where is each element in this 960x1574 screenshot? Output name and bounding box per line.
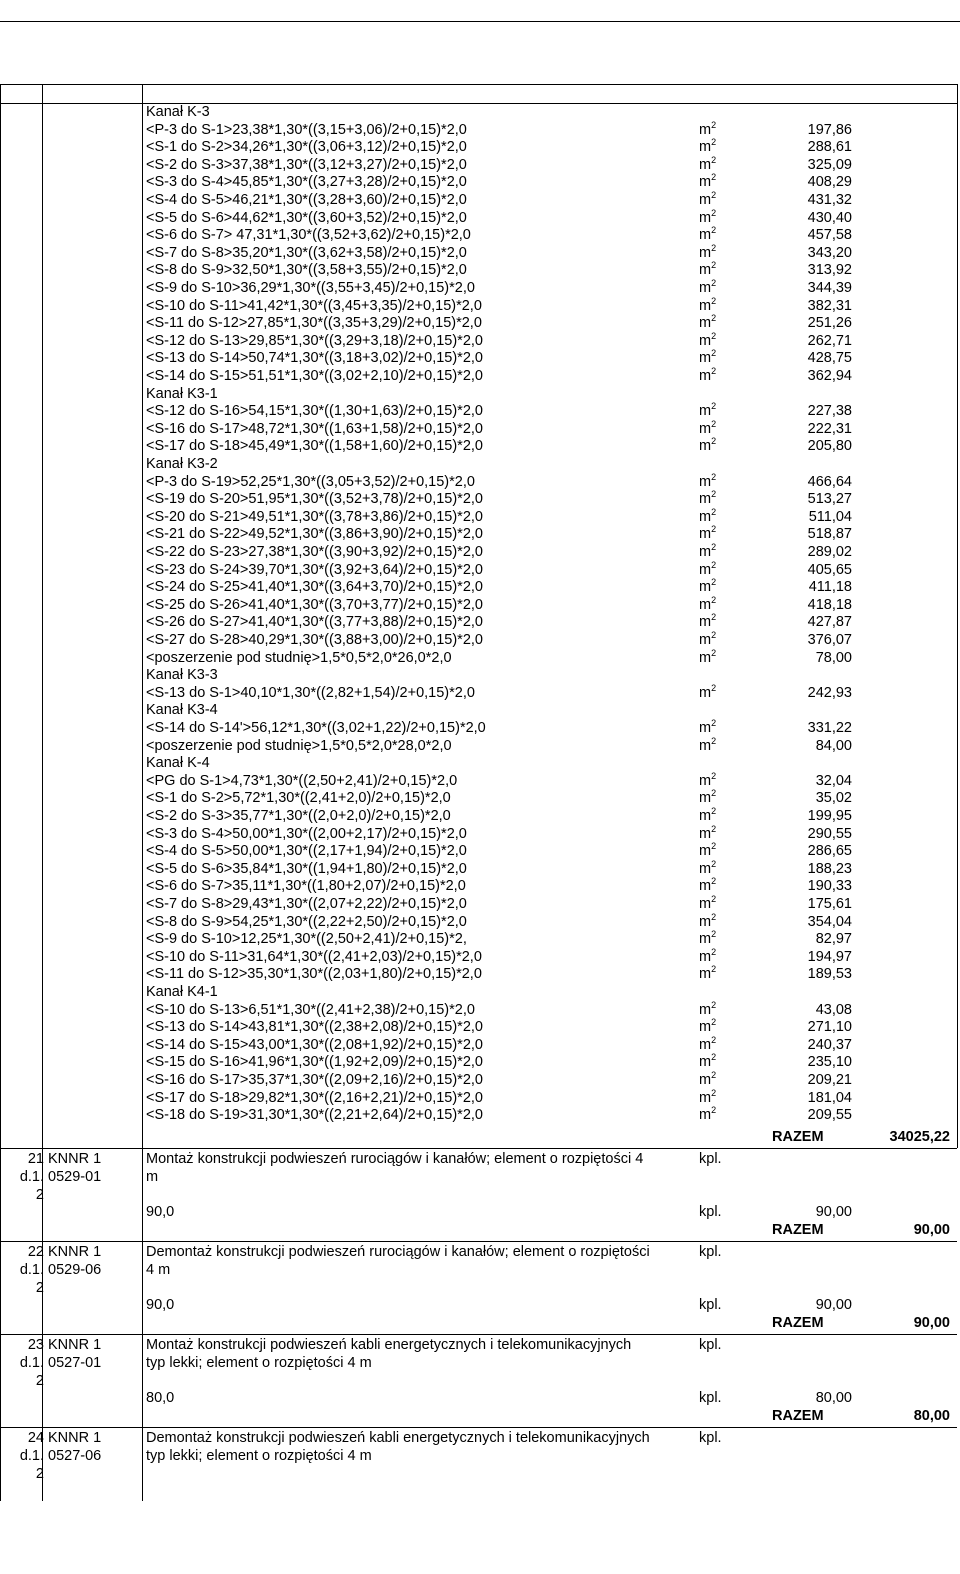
table-rule	[42, 1241, 43, 1334]
partial-value: 235,10	[807, 1054, 852, 1071]
calculation-text: <S-14 do S-15>43,00*1,30*((2,08+1,92)/2+0,15)*2,0	[146, 1036, 483, 1053]
partial-value: 181,04	[807, 1089, 852, 1106]
partial-value: 194,97	[807, 948, 852, 965]
unit-superscript: 2	[711, 418, 717, 429]
unit-superscript: 2	[711, 348, 717, 359]
calculation-text: <S-8 do S-9>32,50*1,30*((3,58+3,55)/2+0,15)*2,0	[146, 262, 467, 279]
unit-superscript: 2	[711, 559, 717, 570]
partial-value: 222,31	[807, 420, 852, 437]
quantity-value: 90,00	[815, 1296, 852, 1313]
unit-label: $m^2$	[699, 418, 717, 437]
quantity-formula: 80,0	[146, 1389, 175, 1406]
unit-label: $m^2$	[699, 119, 717, 138]
table-rule	[0, 84, 957, 85]
calculation-text: <S-25 do S-26>41,40*1,30*((3,70+3,77)/2+0,15)*2,0	[146, 596, 483, 613]
table-rule	[0, 1241, 957, 1242]
table-rule	[0, 1334, 1, 1427]
calculation-text: Kanał K3-3	[146, 667, 218, 684]
partial-value: 205,80	[807, 438, 852, 455]
unit-label: $m^2$	[699, 1070, 717, 1088]
position-basis-line: KNNR 1	[48, 1150, 102, 1167]
position-number-line: d.1.	[19, 1261, 44, 1278]
calculation-text: <S-8 do S-9>54,25*1,30*((2,22+2,50)/2+0,15)*2,0	[146, 913, 467, 930]
unit-label: $m^2$	[699, 999, 717, 1018]
calculation-text: <S-7 do S-8>29,43*1,30*((2,07+2,22)/2+0,15)*2,0	[146, 896, 467, 912]
unit-superscript: 2	[711, 1034, 717, 1045]
position-description-line: Demontaż konstrukcji podwieszeń kabli energetycznych i telekomunikacyjnych	[146, 1429, 650, 1446]
quantity-unit: kpl.	[699, 1389, 722, 1406]
quantity-formula: 90,0	[146, 1296, 175, 1313]
position-unit: kpl.	[699, 1150, 722, 1167]
position-description	[146, 1429, 694, 1465]
unit-superscript: 2	[711, 788, 717, 799]
position-basis	[48, 1243, 140, 1279]
position-number-line: d.1.	[19, 1354, 44, 1371]
table-rule	[0, 1148, 1, 1241]
calculation-text: Kanał K-3	[146, 104, 210, 120]
unit-label: $m^2$	[699, 436, 717, 455]
position-number-line: 24	[27, 1429, 44, 1446]
partial-value: 511,04	[808, 508, 852, 525]
partial-value: 242,93	[807, 684, 852, 701]
calculation-text: <S-13 do S-14>50,74*1,30*((3,18+3,02)/2+0,15)*2,0	[146, 350, 483, 367]
partial-value: 84,00	[815, 737, 852, 754]
partial-value: 199,95	[807, 808, 852, 824]
unit-label: $m^2$	[699, 559, 717, 578]
calculation-text: <S-10 do S-11>41,42*1,30*((3,45+3,35)/2+0,15)*2,0	[146, 297, 482, 314]
position-basis-line: 0529-06	[48, 1261, 102, 1278]
calculation-text: <S-6 do S-7>35,11*1,30*((1,80+2,07)/2+0,15)*2,0	[146, 878, 466, 895]
partial-value: 457,58	[807, 227, 852, 244]
partial-value: 271,10	[807, 1019, 852, 1036]
unit-label: $m^2$	[699, 348, 717, 367]
position-basis	[48, 1150, 140, 1186]
table-rule	[0, 1334, 957, 1335]
partial-value: 227,38	[807, 403, 852, 420]
position-number-line: d.1.	[19, 1447, 44, 1464]
unit-superscript: 2	[711, 225, 717, 236]
unit-label: $m^2$	[699, 295, 717, 314]
unit-label: $m^2$	[699, 577, 717, 596]
unit-superscript: 2	[711, 735, 717, 746]
calculation-text: <S-9 do S-10>36,29*1,30*((3,55+3,45)/2+0,15)*2,0	[146, 280, 475, 296]
unit-superscript: 2	[711, 630, 717, 640]
unit-label: $m^2$	[699, 1052, 717, 1071]
position-description-line: m	[146, 1168, 159, 1185]
unit-label: $m^2$	[699, 823, 717, 842]
unit-superscript: 2	[711, 841, 717, 852]
calculation-text: <S-11 do S-12>27,85*1,30*((3,35+3,29)/2+0,15)*2,0	[146, 315, 482, 332]
partial-value: 188,23	[807, 860, 852, 877]
unit-label: $m^2$	[699, 330, 717, 349]
partial-value: 289,02	[807, 544, 852, 560]
unit-superscript: 2	[711, 313, 717, 324]
calculation-text: <S-3 do S-4>45,85*1,30*((3,27+3,28)/2+0,15)*2,0	[146, 174, 467, 191]
position-description-line: 4 m	[146, 1261, 171, 1278]
partial-value: 344,39	[807, 280, 852, 296]
position-basis-line: KNNR 1	[48, 1429, 102, 1446]
unit-label: $m^2$	[699, 1017, 717, 1036]
unit-superscript: 2	[711, 964, 717, 975]
partial-value: 189,53	[807, 966, 852, 983]
position-basis-line: KNNR 1	[48, 1243, 102, 1260]
partial-value: 428,75	[807, 350, 852, 367]
sum-value: 90,00	[913, 1221, 950, 1238]
table-rule	[0, 1148, 957, 1149]
unit-superscript: 2	[711, 190, 717, 200]
calculation-text: <poszerzenie pod studnię>1,5*0,5*2,0*26,0*2,0	[146, 649, 452, 666]
partial-value: 354,04	[807, 913, 852, 930]
calculation-text: <PG do S-1>4,73*1,30*((2,50+2,41)/2+0,15)*2,0	[146, 772, 458, 789]
calculation-text: <S-17 do S-18>29,82*1,30*((2,16+2,21)/2+0,15)*2,0	[146, 1089, 483, 1106]
calculation-text: <S-13 do S-1>40,10*1,30*((2,82+1,54)/2+0,15)*2,0	[146, 684, 475, 701]
position-number-line: 22	[27, 1243, 44, 1260]
partial-value: 197,86	[807, 121, 852, 138]
partial-value: 35,02	[815, 790, 852, 807]
unit-superscript: 2	[711, 1087, 717, 1098]
calculation-text: <S-3 do S-4>50,00*1,30*((2,00+2,17)/2+0,15)*2,0	[146, 825, 467, 842]
calculation-text: <S-15 do S-16>41,96*1,30*((1,92+2,09)/2+0,15)*2,0	[146, 1054, 483, 1071]
sum-label: RAZEM	[772, 1221, 824, 1238]
unit-superscript: 2	[711, 876, 717, 887]
partial-value: 405,65	[807, 561, 852, 578]
unit-superscript: 2	[711, 999, 717, 1010]
unit-label: $m^2$	[699, 647, 717, 666]
calculation-text: <S-22 do S-23>27,38*1,30*((3,90+3,92)/2+0,15)*2,0	[146, 544, 483, 560]
position-basis	[48, 1429, 140, 1465]
table-rule	[42, 84, 43, 1148]
unit-label: $m^2$	[699, 278, 717, 296]
unit-label: $m^2$	[699, 260, 717, 279]
quantity-value: 80,00	[815, 1389, 852, 1406]
position-basis-line: 0527-01	[48, 1354, 102, 1371]
calculation-text: <S-6 do S-7> 47,31*1,30*((3,52+3,62)/2+0,15)*2,0	[146, 227, 471, 244]
column-header	[0, 84, 957, 103]
partial-value: 43,08	[815, 1001, 852, 1018]
partial-value: 190,33	[807, 878, 852, 895]
unit-superscript: 2	[711, 647, 717, 658]
sum-label: RAZEM	[772, 1407, 824, 1424]
unit-label: $m^2$	[699, 471, 717, 490]
table-rule	[142, 1427, 143, 1501]
calculation-text: <S-5 do S-6>44,62*1,30*((3,60+3,52)/2+0,15)*2,0	[146, 209, 467, 226]
unit-superscript: 2	[711, 154, 717, 165]
unit-superscript: 2	[711, 911, 717, 922]
partial-value: 78,00	[815, 649, 852, 666]
partial-value: 209,21	[807, 1072, 852, 1088]
calculation-text: <S-13 do S-14>43,81*1,30*((2,38+2,08)/2+0,15)*2,0	[146, 1019, 483, 1036]
calculation-text: <S-1 do S-2>5,72*1,30*((2,41+2,0)/2+0,15)*2,0	[146, 790, 451, 807]
unit-label: $m^2$	[699, 506, 717, 525]
partial-value: 362,94	[807, 368, 852, 384]
partial-value: 431,32	[807, 192, 852, 208]
calculation-text: <S-4 do S-5>46,21*1,30*((3,28+3,60)/2+0,15)*2,0	[146, 192, 467, 208]
unit-label: $m^2$	[699, 964, 717, 983]
position-number-line: d.1.	[19, 1168, 44, 1185]
unit-label: $m^2$	[699, 366, 717, 384]
unit-superscript: 2	[711, 207, 717, 218]
table-rule	[0, 84, 1, 1148]
calculation-text: <S-19 do S-20>51,95*1,30*((3,52+3,78)/2+0,15)*2,0	[146, 491, 483, 508]
sum-label: RAZEM	[772, 1128, 824, 1145]
calculation-text: <S-4 do S-5>50,00*1,30*((2,17+1,94)/2+0,15)*2,0	[146, 843, 467, 860]
position-unit: kpl.	[699, 1429, 722, 1446]
unit-superscript: 2	[711, 1105, 717, 1116]
unit-superscript: 2	[711, 366, 717, 376]
table-rule	[957, 84, 958, 1148]
unit-superscript: 2	[711, 436, 717, 447]
partial-value: 376,07	[807, 632, 852, 648]
partial-value: 209,55	[807, 1107, 852, 1124]
calculation-text: <S-14 do S-14'>56,12*1,30*((3,02+1,22)/2+0,15)*2,0	[146, 720, 486, 736]
unit-superscript: 2	[711, 894, 717, 904]
position-basis-line: KNNR 1	[48, 1336, 102, 1353]
table-rule	[142, 84, 143, 1148]
sum-label: RAZEM	[772, 1314, 824, 1331]
partial-value: 313,92	[807, 262, 852, 279]
calculation-text: <S-16 do S-17>48,72*1,30*((1,63+1,58)/2+0,15)*2,0	[146, 420, 483, 437]
unit-superscript: 2	[711, 137, 717, 148]
partial-value: 411,18	[808, 579, 852, 596]
table-rule	[0, 103, 957, 104]
partial-value: 466,64	[807, 473, 852, 490]
partial-value: 32,04	[815, 772, 852, 789]
calculation-text: <S-7 do S-8>35,20*1,30*((3,62+3,58)/2+0,15)*2,0	[146, 244, 467, 261]
position-number-line: 21	[27, 1150, 44, 1167]
partial-value: 251,26	[807, 315, 852, 332]
calculation-text: <S-12 do S-13>29,85*1,30*((3,29+3,18)/2+0,15)*2,0	[146, 332, 483, 349]
position-number	[4, 1336, 44, 1390]
position-basis-line: 0527-06	[48, 1447, 102, 1464]
unit-label: $m^2$	[699, 1105, 717, 1124]
unit-label: $m^2$	[699, 489, 717, 508]
unit-superscript: 2	[711, 295, 717, 306]
unit-superscript: 2	[711, 718, 717, 728]
unit-superscript: 2	[711, 682, 717, 693]
position-description	[146, 1336, 694, 1372]
position-description-line: typ lekki; element o rozpiętości 4 m	[146, 1354, 372, 1371]
unit-superscript: 2	[711, 929, 717, 940]
calculation-text: <P-3 do S-19>52,25*1,30*((3,05+3,52)/2+0,15)*2,0	[146, 473, 475, 490]
partial-value: 82,97	[815, 931, 852, 948]
partial-value: 331,22	[807, 720, 852, 736]
position-number-line: 2	[35, 1465, 44, 1482]
unit-label: $m^2$	[699, 154, 717, 173]
unit-label: $m^2$	[699, 225, 717, 244]
calculation-text: <S-16 do S-17>35,37*1,30*((2,09+2,16)/2+0,15)*2,0	[146, 1072, 483, 1088]
unit-label: $m^2$	[699, 242, 717, 261]
partial-value: 175,61	[807, 896, 852, 912]
position-description	[146, 1150, 694, 1186]
position-number	[4, 1243, 44, 1297]
unit-label: $m^2$	[699, 524, 717, 543]
sum-value: 90,00	[913, 1314, 950, 1331]
unit-label: $m^2$	[699, 1087, 717, 1106]
calculation-text: Kanał K3-1	[146, 385, 218, 402]
position-description-line: typ lekki; element o rozpiętości 4 m	[146, 1447, 372, 1464]
unit-label: $m^2$	[699, 876, 717, 895]
position-basis	[48, 1336, 140, 1372]
header-rule	[0, 21, 960, 22]
table-rule	[142, 1241, 143, 1334]
partial-value: 290,55	[807, 825, 852, 842]
calculation-text: Kanał K-4	[146, 755, 210, 772]
unit-superscript: 2	[711, 806, 717, 816]
unit-label: $m^2$	[699, 594, 717, 613]
unit-superscript: 2	[711, 401, 717, 412]
partial-value: 262,71	[807, 332, 852, 349]
unit-label: $m^2$	[699, 1034, 717, 1053]
unit-superscript: 2	[711, 577, 717, 588]
calculation-text: Kanał K3-4	[146, 702, 218, 719]
unit-label: $m^2$	[699, 542, 717, 560]
calculation-text: <S-1 do S-2>34,26*1,30*((3,06+3,12)/2+0,15)*2,0	[146, 139, 467, 156]
position-unit: kpl.	[699, 1336, 722, 1353]
unit-superscript: 2	[711, 823, 717, 834]
calculation-text: <S-2 do S-3>35,77*1,30*((2,0+2,0)/2+0,15)*2,0	[146, 808, 451, 824]
partial-value: 427,87	[807, 614, 852, 631]
position-number-line: 2	[35, 1279, 44, 1296]
unit-label: $m^2$	[699, 207, 717, 226]
unit-superscript: 2	[711, 770, 717, 781]
table-rule	[0, 1241, 1, 1334]
position-description-line: Montaż konstrukcji podwieszeń kabli energetycznych i telekomunikacyjnych	[146, 1336, 632, 1353]
calculation-text: <S-10 do S-11>31,64*1,30*((2,41+2,03)/2+0,15)*2,0	[146, 948, 482, 965]
partial-value: 513,27	[807, 491, 852, 508]
table-rule	[42, 1427, 43, 1501]
partial-value: 418,18	[807, 596, 852, 613]
position-description-line: Demontaż konstrukcji podwieszeń rurociągów i kanałów; element o rozpiętości	[146, 1243, 650, 1260]
quantity-formula: 90,0	[146, 1203, 175, 1220]
partial-value: 240,37	[807, 1036, 852, 1053]
unit-superscript: 2	[711, 260, 717, 271]
unit-superscript: 2	[711, 242, 717, 253]
partial-value: 518,87	[807, 526, 852, 543]
unit-label: $m^2$	[699, 770, 717, 789]
calculation-text: <P-3 do S-1>23,38*1,30*((3,15+3,06)/2+0,15)*2,0	[146, 121, 467, 138]
partial-value: 288,61	[807, 139, 852, 156]
calculation-text: <S-17 do S-18>45,49*1,30*((1,58+1,60)/2+0,15)*2,0	[146, 438, 483, 455]
calculation-text: <S-12 do S-16>54,15*1,30*((1,30+1,63)/2+0,15)*2,0	[146, 403, 483, 420]
calculation-text: <S-27 do S-28>40,29*1,30*((3,88+3,00)/2+0,15)*2,0	[146, 632, 483, 648]
unit-superscript: 2	[711, 858, 717, 869]
calculation-text: <S-14 do S-15>51,51*1,30*((3,02+2,10)/2+0,15)*2,0	[146, 368, 483, 384]
calculation-text: <S-24 do S-25>41,40*1,30*((3,64+3,70)/2+0,15)*2,0	[146, 579, 483, 596]
unit-superscript: 2	[711, 471, 717, 482]
unit-superscript: 2	[711, 1052, 717, 1063]
unit-label: $m^2$	[699, 172, 717, 191]
calculation-text: <S-26 do S-27>41,40*1,30*((3,77+3,88)/2+0,15)*2,0	[146, 614, 483, 631]
table-rule	[0, 1427, 957, 1428]
unit-superscript: 2	[711, 612, 717, 623]
table-rule	[142, 1334, 143, 1427]
unit-label: $m^2$	[699, 911, 717, 930]
calculation-text: <S-23 do S-24>39,70*1,30*((3,92+3,64)/2+0,15)*2,0	[146, 561, 483, 578]
position-unit: kpl.	[699, 1243, 722, 1260]
table-rule	[0, 1427, 1, 1501]
unit-label: $m^2$	[699, 612, 717, 631]
unit-superscript: 2	[711, 524, 717, 535]
table-rule	[42, 1334, 43, 1427]
quantity-value: 90,00	[815, 1203, 852, 1220]
unit-superscript: 2	[711, 542, 717, 552]
position-number	[4, 1150, 44, 1204]
calculation-text: <S-2 do S-3>37,38*1,30*((3,12+3,27)/2+0,15)*2,0	[146, 156, 467, 173]
quantity-unit: kpl.	[699, 1296, 722, 1313]
unit-label: $m^2$	[699, 841, 717, 860]
position-number	[4, 1429, 44, 1483]
calculation-text: Kanał K3-2	[146, 456, 218, 472]
partial-value: 325,09	[807, 156, 852, 173]
partial-value: 382,31	[807, 297, 852, 314]
unit-superscript: 2	[711, 278, 717, 288]
unit-label: $m^2$	[699, 630, 717, 648]
calculation-text: <S-10 do S-13>6,51*1,30*((2,41+2,38)/2+0,15)*2,0	[146, 1001, 475, 1018]
position-number-line: 2	[35, 1372, 44, 1389]
sum-value: 34025,22	[889, 1128, 950, 1145]
table-rule	[42, 1148, 43, 1241]
unit-superscript: 2	[711, 330, 717, 341]
calculation-text: Kanał K4-1	[146, 984, 218, 1000]
unit-superscript: 2	[711, 489, 717, 500]
unit-label: $m^2$	[699, 401, 717, 420]
calculation-text: <S-5 do S-6>35,84*1,30*((1,94+1,80)/2+0,15)*2,0	[146, 860, 467, 877]
table-rule	[142, 1148, 143, 1241]
calculation-text: <S-9 do S-10>12,25*1,30*((2,50+2,41)/2+0,15)*2,	[146, 931, 467, 948]
unit-label: $m^2$	[699, 190, 717, 208]
unit-label: $m^2$	[699, 735, 717, 754]
calculation-text: <poszerzenie pod studnię>1,5*0,5*2,0*28,0*2,0	[146, 737, 452, 754]
partial-value: 408,29	[807, 174, 852, 191]
position-description-line: Montaż konstrukcji podwieszeń rurociągów i kanałów; element o rozpiętości 4	[146, 1150, 644, 1167]
unit-label: $m^2$	[699, 929, 717, 948]
quantity-unit: kpl.	[699, 1203, 722, 1220]
partial-value: 286,65	[807, 843, 852, 860]
calculation-text: <S-18 do S-19>31,30*1,30*((2,21+2,64)/2+0,15)*2,0	[146, 1107, 483, 1124]
position-number-line: 23	[27, 1336, 44, 1353]
unit-label: $m^2$	[699, 718, 717, 736]
position-number-line: 2	[35, 1186, 44, 1203]
position-basis-line: 0529-01	[48, 1168, 102, 1185]
unit-label: $m^2$	[699, 137, 717, 156]
sum-value: 80,00	[913, 1407, 950, 1424]
unit-superscript: 2	[711, 1017, 717, 1028]
unit-superscript: 2	[711, 594, 717, 605]
unit-superscript: 2	[711, 1070, 717, 1080]
unit-label: $m^2$	[699, 806, 717, 824]
unit-superscript: 2	[711, 172, 717, 183]
unit-label: $m^2$	[699, 946, 717, 965]
unit-label: $m^2$	[699, 858, 717, 877]
partial-value: 430,40	[807, 209, 852, 226]
calculation-text: <S-20 do S-21>49,51*1,30*((3,78+3,86)/2+0,15)*2,0	[146, 508, 483, 525]
unit-superscript: 2	[711, 119, 717, 130]
partial-value: 343,20	[807, 244, 852, 261]
calculation-text: <S-21 do S-22>49,52*1,30*((3,86+3,90)/2+0,15)*2,0	[146, 526, 483, 543]
unit-label: $m^2$	[699, 894, 717, 912]
unit-label: $m^2$	[699, 682, 717, 701]
position-description	[146, 1243, 694, 1279]
calculation-text: <S-11 do S-12>35,30*1,30*((2,03+1,80)/2+0,15)*2,0	[146, 966, 482, 983]
unit-label: $m^2$	[699, 313, 717, 332]
unit-label: $m^2$	[699, 788, 717, 807]
unit-superscript: 2	[711, 506, 717, 517]
unit-superscript: 2	[711, 946, 717, 957]
